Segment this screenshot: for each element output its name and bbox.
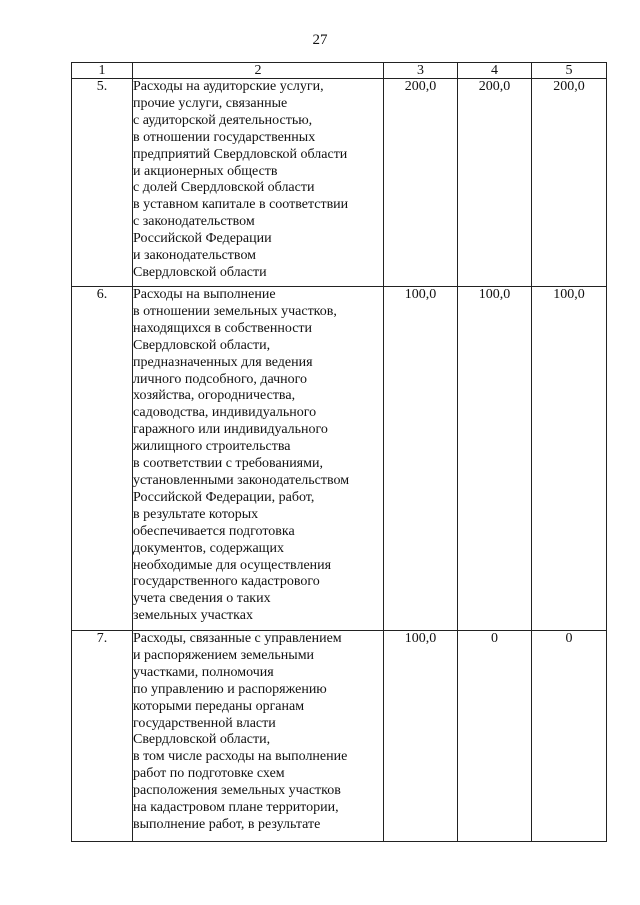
- description-line: в соответствии с требованиями,: [133, 456, 323, 472]
- description-line: Российской Федерации: [133, 231, 272, 247]
- description-line: Свердловской области,: [133, 337, 271, 353]
- description-line: и законодательством: [133, 248, 257, 264]
- description-line: и распоряжением земельными: [133, 647, 315, 663]
- description-line: садоводства, индивидуального: [133, 405, 317, 421]
- expenses-table: [71, 62, 607, 842]
- description-line: земельных участках: [133, 608, 253, 624]
- description-line: с законодательством: [133, 214, 255, 230]
- description-line: государственного кадастрового: [133, 574, 320, 590]
- description-line: находящихся в собственности: [133, 320, 313, 336]
- description-line: Свердловской области: [133, 264, 267, 280]
- column-header-1: 1: [72, 63, 133, 79]
- description-line: хозяйства, огородничества,: [133, 388, 296, 404]
- description-line: обеспечивается подготовка: [133, 523, 295, 539]
- column-header-2: 2: [133, 63, 384, 79]
- description-line: на кадастровом плане территории,: [133, 800, 339, 816]
- description-line: жилищного строительства: [133, 439, 291, 455]
- description-line: выполнение работ, в результате: [133, 816, 321, 832]
- page-number: 27: [312, 32, 328, 48]
- description-line: расположения земельных участков: [133, 783, 341, 799]
- description-line: гаражного или индивидуального: [133, 422, 328, 438]
- description-line: Расходы на выполнение: [133, 287, 276, 302]
- table-row: [72, 631, 607, 842]
- column-header-5: 5: [532, 63, 607, 79]
- value-col-5: 100,0: [532, 287, 607, 631]
- row-description: [133, 287, 384, 631]
- description-line: Свердловской области,: [133, 732, 271, 748]
- description-line: личного подсобного, дачного: [133, 371, 308, 387]
- row-description: [133, 631, 384, 842]
- description-line: с долей Свердловской области: [133, 180, 315, 196]
- row-number: 6.: [72, 287, 133, 631]
- description-line: в отношении государственных: [133, 129, 316, 145]
- description-line: работ по подготовке схем: [133, 766, 285, 782]
- description-line: предназначенных для ведения: [133, 354, 313, 370]
- value-col-5: 0: [532, 631, 607, 842]
- table-row: [72, 287, 607, 631]
- table-row: [72, 79, 607, 287]
- description-line: участками, полномочия: [133, 664, 274, 680]
- description-line: необходимые для осуществления: [133, 557, 332, 573]
- row-description: [133, 79, 384, 287]
- description-line: Расходы, связанные с управлением: [133, 631, 342, 646]
- description-line: документов, содержащих: [133, 540, 284, 556]
- description-line: учета сведения о таких: [133, 591, 271, 607]
- row-number: 5.: [72, 79, 133, 287]
- value-col-5: 200,0: [532, 79, 607, 287]
- description-line: государственной власти: [133, 715, 276, 731]
- description-line: в том числе расходы на выполнение: [133, 749, 348, 765]
- description-line: в результате которых: [133, 506, 259, 522]
- value-col-4: 100,0: [458, 287, 532, 631]
- table-header-row: [72, 63, 607, 79]
- value-col-3: 100,0: [384, 631, 458, 842]
- description-line: и акционерных обществ: [133, 163, 278, 179]
- column-header-3: 3: [384, 63, 458, 79]
- row-number: 7.: [72, 631, 133, 842]
- value-col-3: 200,0: [384, 79, 458, 287]
- description-line: Расходы на аудиторские услуги,: [133, 79, 324, 94]
- description-line: с аудиторской деятельностью,: [133, 112, 313, 128]
- description-line: Российской Федерации, работ,: [133, 489, 315, 505]
- description-line: в уставном капитале в соответствии: [133, 197, 349, 213]
- column-header-4: 4: [458, 63, 532, 79]
- description-line: которыми переданы органам: [133, 698, 305, 714]
- description-line: по управлению и распоряжению: [133, 681, 327, 697]
- value-col-3: 100,0: [384, 287, 458, 631]
- value-col-4: 200,0: [458, 79, 532, 287]
- description-line: в отношении земельных участков,: [133, 303, 337, 319]
- description-line: прочие услуги, связанные: [133, 95, 288, 111]
- description-line: предприятий Свердловской области: [133, 146, 348, 162]
- description-line: установленными законодательством: [133, 472, 350, 488]
- value-col-4: 0: [458, 631, 532, 842]
